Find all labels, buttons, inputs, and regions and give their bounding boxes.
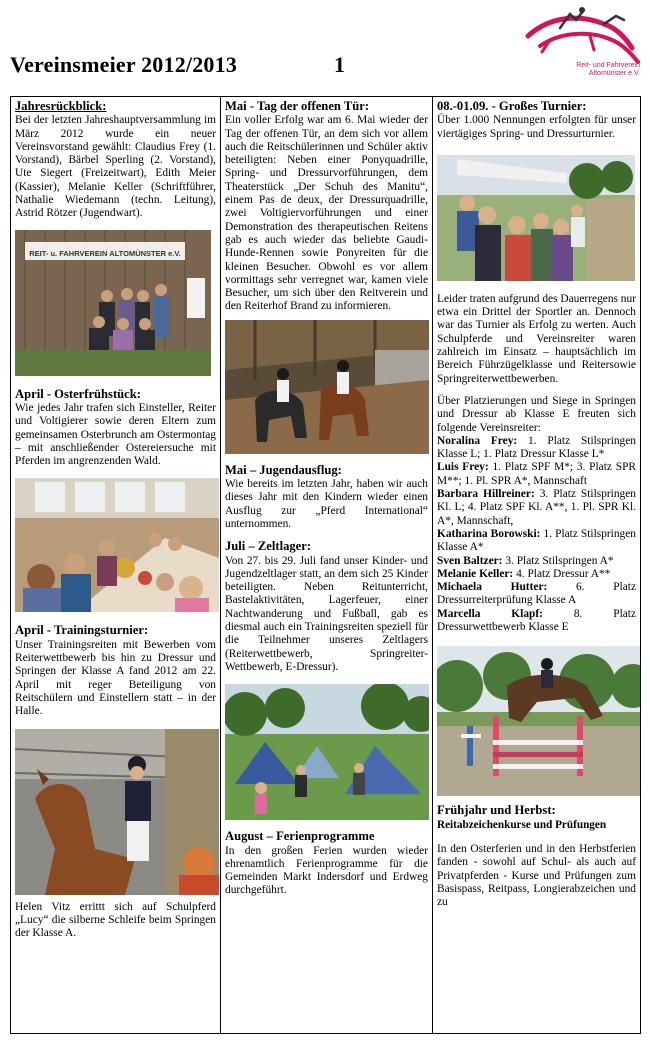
section-text-grosses-turnier-results-intro: Über Platzierungen und Siege in Springen und Dressur ab Klasse E freuten sich folgende Vereinsreiter: bbox=[437, 394, 636, 434]
list-item: Luis Frey: 1. Platz SPF M*; 3. Platz SPR M**; 1. Pl. SPR A*, Mannschaft bbox=[437, 461, 636, 487]
section-heading-osterfruehstueck: April - Osterfrühstück: bbox=[15, 386, 141, 401]
photo-tournament-spectators bbox=[437, 155, 635, 281]
section-text-tag-der-offenen-tuer: Ein voller Erfolg war am 6. Mai wieder der Tag der offenen Tür, an dem sich vor allem auch die Reitschülerinnen und Schüler aktiv beteiligten: Neben einer Ponyquadrille, Spring- und Dressurvorführungen, dem Theaterstück „Der Schuh des Manitu“, einem Pas de deux, der Dressurquadrille, zwei Voltigiervorführungen und einer Demonstration des therapeutischen Reitens gab es auch wieder das beliebte Gaudi-Hunde-Rennen sowie Ponyreiten für die kleinen Besucher. Obwohl es vor allem vormittags sehr verregnet war, kamen viele Besucher, um sich über den Reitverein und den Reiterhof Brand zu informieren. bbox=[225, 114, 428, 313]
article-grid bbox=[10, 96, 641, 1034]
section-text-ferienprogramme: In den großen Ferien wurden wieder ehrenamtlich Ferienprogramme für die Gemeinden Markt Indersdorf und Erdweg durchgeführt. bbox=[225, 844, 428, 897]
section-subheading-reitabzeichen: Reitabzeichenkurse und Prüfungen bbox=[437, 818, 607, 831]
section-heading-jahresrueckblick: Jahresrückblick: bbox=[15, 99, 107, 113]
column-right bbox=[433, 97, 640, 1033]
section-heading-grosses-turnier: 08.-01.09. - Großes Turnier: bbox=[437, 99, 587, 113]
horse-rider-logo-icon bbox=[520, 6, 646, 66]
newsletter-title: Vereinsmeier 2012/2013 bbox=[10, 52, 238, 77]
column-middle bbox=[221, 97, 433, 1033]
list-item: Katharina Borowski: 1. Platz Stilspringen Klasse A* bbox=[437, 527, 636, 554]
list-item: Noralina Frey: 1. Platz Stilspringen Klasse L; 1. Platz Dressur Klasse L* bbox=[437, 434, 637, 461]
section-heading-fruehjahr-herbst: Frühjahr und Herbst: bbox=[437, 803, 556, 818]
section-heading-trainingsturnier: April - Trainingsturnier: bbox=[15, 623, 149, 638]
photo-rider-lucy bbox=[15, 729, 219, 895]
section-text-grosses-turnier-intro: Über 1.000 Nennungen erfolgten für unser viertägiges Spring- und Dressurturnier. bbox=[437, 114, 636, 140]
results-list bbox=[437, 435, 636, 634]
club-logo bbox=[520, 6, 646, 82]
section-heading-jugendausflug: Mai – Jugendausflug: bbox=[225, 462, 342, 477]
logo-caption: Reit- und Fahrverein Altomünster e.V. bbox=[576, 62, 640, 77]
page-number: 1 bbox=[334, 52, 345, 77]
section-heading-zeltlager: Juli – Zeltlager: bbox=[225, 539, 312, 554]
section-text-jugendausflug: Wie bereits im letzten Jahr, haben wir auch dieses Jahr mit den Kindern wieder einen Ausflug zur „Pferd International“ unternommen. bbox=[225, 478, 428, 530]
section-text-trainingsturnier: Unser Trainingsreiten mit Bewerben vom Reiterwettbewerb bis hin zu Dressur und Springen der Klasse A fand 2012 am 22. April mit reger Beteiligung von Reitschülern und Einstellern statt – in der Halle. bbox=[15, 638, 216, 718]
section-text-zeltlager: Von 27. bis 29. Juli fand unser Kinder- und Jugendzeltlager statt, an dem sich 25 Kinder beteiligten. Neben Reitunterricht, Bastelaktivitäten, Lagerfeuer, einer Nachtwanderung und Fußball, gab es diesmal auch ein Trainingsreiten speziell für die Teilnehmer unseres Zeltlagers (Reiterwettbewerb, Springreiter-Wettbewerb, E-Dressur). bbox=[225, 554, 428, 673]
photo-show-jumping bbox=[437, 646, 640, 796]
list-item: Sven Baltzer: 3. Platz Stilspringen A* bbox=[437, 554, 614, 567]
photo-riding-hall-quadrille bbox=[225, 320, 429, 454]
list-item: Barbara Hillreiner: 3. Platz Stilspringen Kl. L; 4. Platz SPF Kl. A**, 1. Pl. SPR Kl. A*, Mannschaft, bbox=[437, 488, 636, 527]
list-item: Michaela Hutter: 6. Platz Dressurreiterprüfung Klasse A bbox=[437, 581, 636, 607]
photo-easter-brunch bbox=[15, 478, 219, 612]
section-text-grosses-turnier-body: Leider traten aufgrund des Dauerregens nur etwa ein Drittel der Sportler an. Dennoch war das Turnier als Erfolg zu werten. Auch Schulpferde und Vereinsreiter waren zahlreich im Einsatz – hauptsächlich im Bereich Führzügelklasse und Reitersowie Springreiterwettbewerben. bbox=[437, 292, 636, 385]
section-text-osterfruehstueck: Wie jedes Jahr trafen sich Einsteller, Reiter und Voltigierer sowie deren Eltern zum gemeinsamen Osterbrunch am Ostermontag – mit anschließender Ostereiersuche mit Pferden im angrenzenden Wald. bbox=[15, 401, 216, 468]
photo-caption-lucy: Helen Vitz errittt sich auf Schulpferd „Lucy“ die silberne Schleife beim Springen der Klasse A. bbox=[15, 900, 216, 940]
column-left bbox=[11, 97, 221, 1033]
photo-board-members bbox=[15, 230, 211, 376]
section-heading-ferienprogramme: August – Ferienprogramme bbox=[225, 829, 375, 844]
section-text-jahresrueckblick: Bei der letzten Jahreshauptversammlung im März 2012 wurde ein neuer Vereinsvorstand gewählt: Claudius Frey (1. Vorstand), Bärbel Sperling (2. Vorstand), Ute Siegert (Freizeitwart), Edith Meier (Kassier), Melanie Keller (Schriftführer, Nathalie Wiedemann (techn. Leitung), Astrid Rötzer (Jugendwart). bbox=[15, 114, 216, 220]
page-header bbox=[0, 0, 650, 96]
list-item: Marcella Klapf: 8. Platz Dressurwettbewerb Klasse E bbox=[437, 607, 637, 634]
photo-sign-text: REIT- u. FAHRVEREIN ALTOMÜNSTER e.V. bbox=[29, 248, 181, 258]
section-heading-tag-der-offenen-tuer: Mai - Tag der offenen Tür: bbox=[225, 99, 370, 113]
list-item: Melanie Keller: 4. Platz Dressur A** bbox=[437, 567, 611, 580]
photo-camp-tents bbox=[225, 684, 429, 820]
section-text-fruehjahr-herbst: In den Osterferien und in den Herbstferien fanden - sowohl auf Schul- als auch auf Privatpferden - Kurse und Prüfungen zum Basispass, Reitpass, Longierabzeichen und zu bbox=[437, 842, 636, 909]
